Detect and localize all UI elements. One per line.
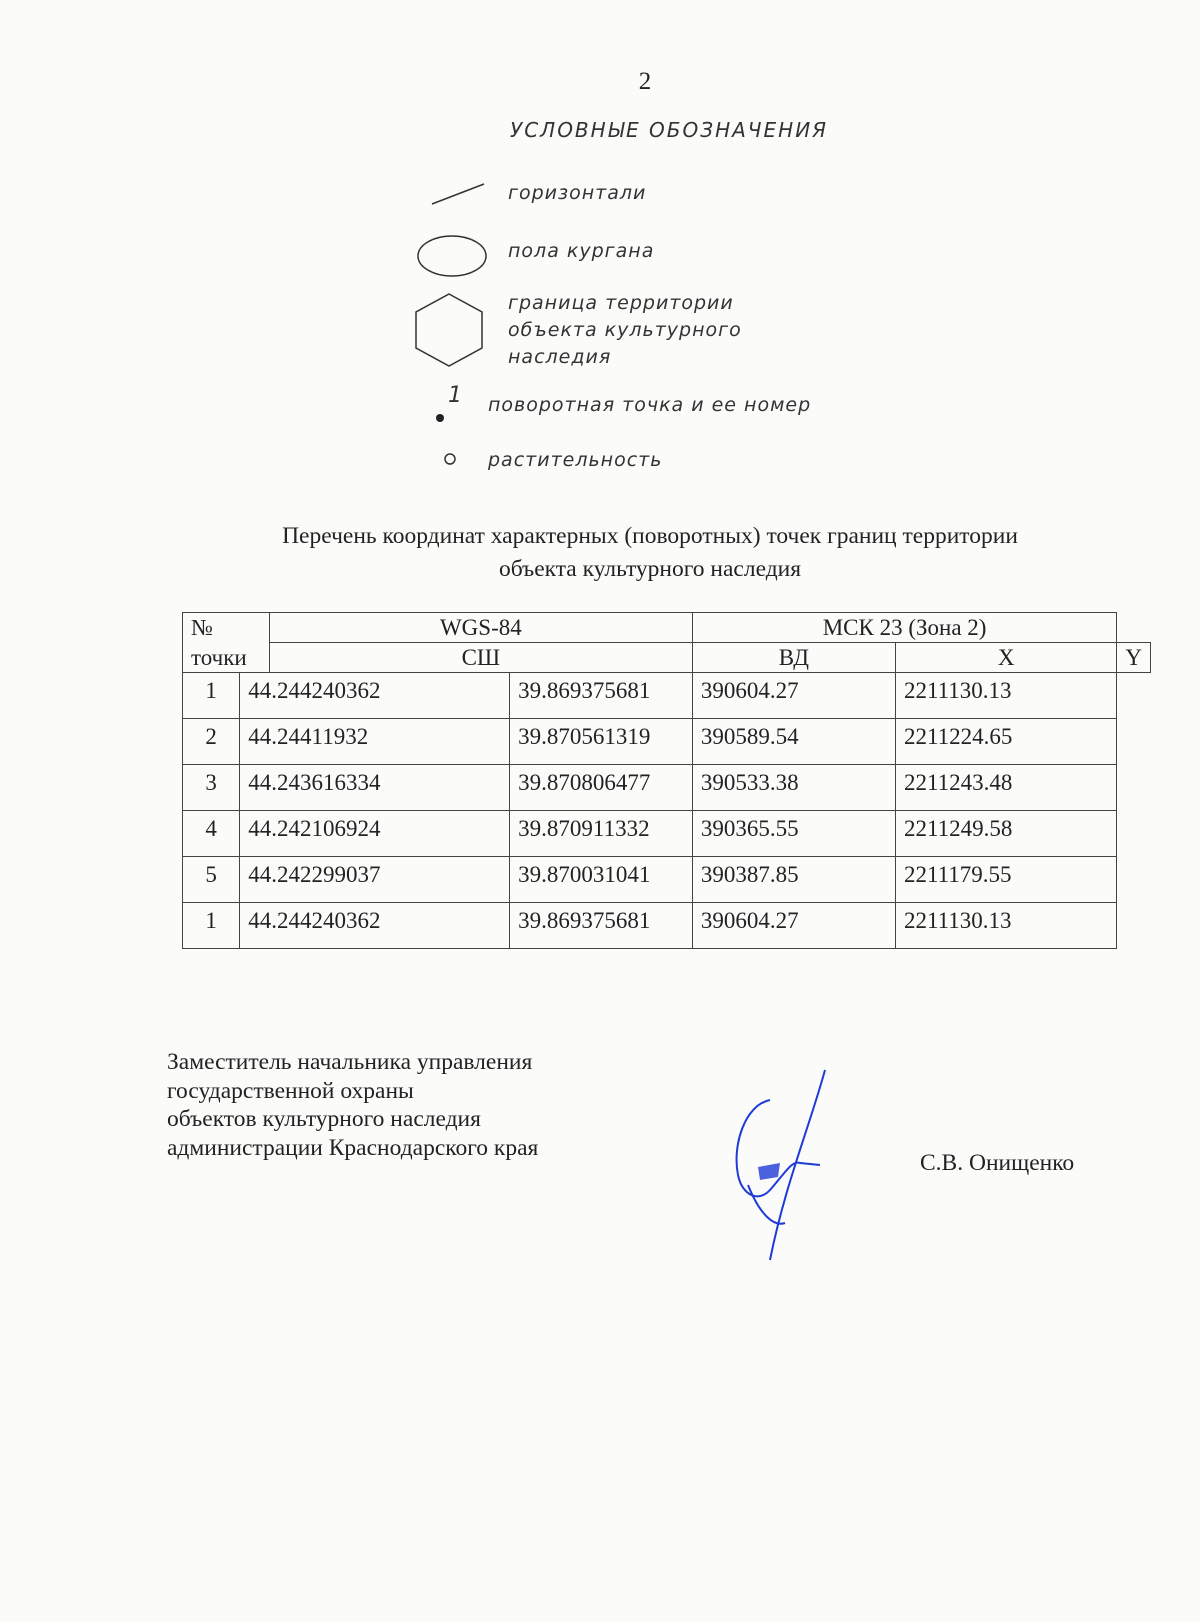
cell-longitude: 39.870806477 bbox=[510, 765, 693, 811]
header-vd: ВД bbox=[692, 643, 895, 673]
header-y: Y bbox=[1117, 643, 1151, 673]
cell-y: 2211249.58 bbox=[895, 811, 1116, 857]
header-point: точки bbox=[183, 643, 270, 673]
ellipse-icon bbox=[414, 232, 490, 280]
table-row bbox=[183, 765, 1151, 811]
cell-longitude: 39.870031041 bbox=[510, 857, 693, 903]
table-row bbox=[183, 719, 1151, 765]
cell-y: 2211243.48 bbox=[895, 765, 1116, 811]
cell-x: 390604.27 bbox=[692, 673, 895, 719]
cell-x: 390604.27 bbox=[692, 903, 895, 949]
cell-longitude: 39.869375681 bbox=[510, 673, 693, 719]
legend-item-turning-point: поворотная точка и ее номер bbox=[488, 394, 812, 416]
header-no: № bbox=[183, 613, 270, 643]
table-row bbox=[183, 903, 1151, 949]
signatory-name: С.В. Онищенко bbox=[920, 1150, 1075, 1176]
header-wgs84: WGS-84 bbox=[269, 613, 692, 643]
cell-longitude: 39.870911332 bbox=[510, 811, 693, 857]
header-msk23: МСК 23 (Зона 2) bbox=[692, 613, 1117, 643]
table-header-row bbox=[183, 613, 1151, 643]
page-number: 2 bbox=[638, 68, 652, 95]
cell-point-number: 5 bbox=[183, 857, 240, 903]
cell-x: 390533.38 bbox=[692, 765, 895, 811]
cell-latitude: 44.242106924 bbox=[240, 811, 510, 857]
cell-point-number: 3 bbox=[183, 765, 240, 811]
circle-icon bbox=[440, 449, 460, 469]
cell-point-number: 2 bbox=[183, 719, 240, 765]
cell-x: 390589.54 bbox=[692, 719, 895, 765]
hexagon-icon bbox=[410, 290, 488, 370]
contour-line-icon bbox=[428, 178, 488, 208]
turning-point-marker: 1 bbox=[448, 383, 463, 408]
table-row bbox=[183, 857, 1151, 903]
cell-latitude: 44.244240362 bbox=[240, 903, 510, 949]
cell-y: 2211179.55 bbox=[895, 857, 1116, 903]
cell-latitude: 44.242299037 bbox=[240, 857, 510, 903]
legend-title: УСЛОВНЫЕ ОБОЗНАЧЕНИЯ bbox=[510, 118, 829, 142]
cell-latitude: 44.243616334 bbox=[240, 765, 510, 811]
cell-latitude: 44.244240362 bbox=[240, 673, 510, 719]
table-subheader-row bbox=[183, 643, 1151, 673]
table-row bbox=[183, 673, 1151, 719]
signatory-title: Заместитель начальника управления государственной охраны объектов культурного наследия администрации Краснодарского края bbox=[167, 1049, 539, 1161]
table-caption: Перечень координат характерных (поворотных) точек границ территории объекта культурного наследия bbox=[282, 523, 1018, 582]
cell-x: 390365.55 bbox=[692, 811, 895, 857]
cell-x: 390387.85 bbox=[692, 857, 895, 903]
cell-longitude: 39.869375681 bbox=[510, 903, 693, 949]
legend-item-mound: пола кургана bbox=[508, 240, 655, 262]
cell-point-number: 1 bbox=[183, 673, 240, 719]
cell-point-number: 1 bbox=[183, 903, 240, 949]
table-row bbox=[183, 811, 1151, 857]
cell-y: 2211130.13 bbox=[895, 903, 1116, 949]
cell-y: 2211130.13 bbox=[895, 673, 1116, 719]
header-sh: СШ bbox=[269, 643, 692, 673]
legend-item-contour-lines: горизонтали bbox=[508, 182, 647, 204]
cell-longitude: 39.870561319 bbox=[510, 719, 693, 765]
cell-latitude: 44.24411932 bbox=[240, 719, 510, 765]
legend-item-boundary: граница территории объекта культурного наследия bbox=[508, 292, 742, 368]
coordinates-table bbox=[182, 612, 1151, 949]
header-x: X bbox=[895, 643, 1116, 673]
handwritten-signature bbox=[730, 1065, 850, 1265]
legend-item-vegetation: растительность bbox=[488, 449, 663, 471]
cell-point-number: 4 bbox=[183, 811, 240, 857]
cell-y: 2211224.65 bbox=[895, 719, 1116, 765]
